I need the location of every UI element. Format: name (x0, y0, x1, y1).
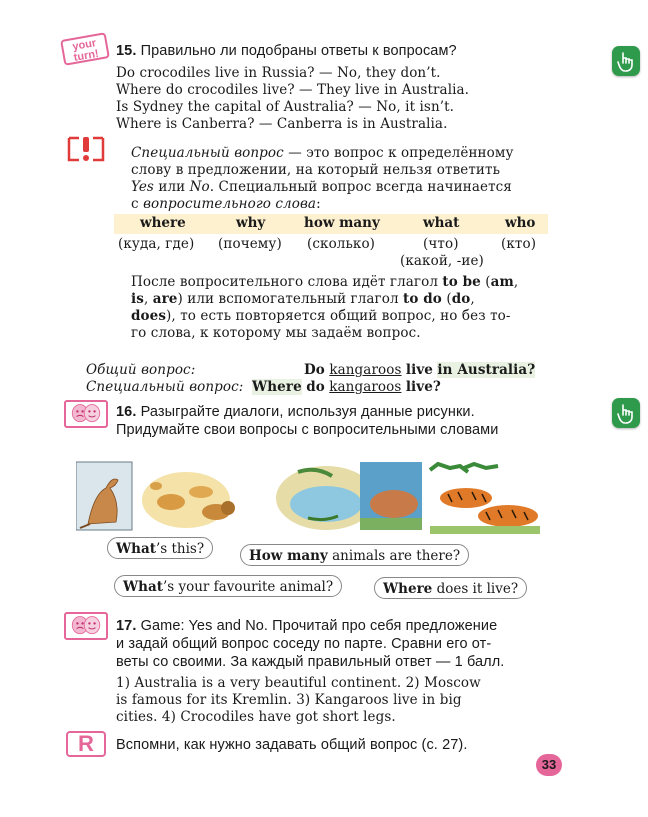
cmp-kangaroos: kangaroos (329, 362, 402, 378)
translation-who: (кто) (501, 236, 537, 252)
your-turn-badge: your turn! (60, 32, 110, 66)
ex17-line-2: и задай общий вопрос соседу по парте. Сравни его от- (116, 636, 492, 652)
term-question-word: вопросительного слова (143, 196, 317, 212)
no-word: No (189, 179, 210, 195)
qword-how-many: how many (304, 215, 380, 231)
bubble-bold: What (123, 579, 163, 595)
hand-pointer-icon (612, 46, 640, 76)
are: are (152, 291, 178, 307)
qword-where: where (140, 215, 186, 231)
ex15-line-4: Where is Canberra? — Canberra is in Australia. (116, 116, 448, 132)
yes-word: Yes (131, 179, 154, 195)
rule-text: ), то есть повторяется общий вопрос, но без то- (166, 308, 511, 324)
rule-text: — это вопрос к определённому (283, 145, 514, 161)
interactive-button-16[interactable] (612, 398, 640, 428)
qword-who: who (505, 215, 536, 231)
ex17-instruction: Game: Yes and No. Прочитай про себя предложение (140, 618, 498, 634)
to-do: to do (403, 291, 442, 307)
rule-text: или (153, 179, 190, 195)
to-be: to be (442, 274, 481, 290)
rule-p2-line-4: го слова, к которому мы задаём вопрос. (131, 325, 421, 341)
qword-why: why (236, 215, 266, 231)
exclamation-icon (66, 135, 106, 163)
interactive-button-15[interactable] (612, 46, 640, 76)
bubble-bold: Where (383, 581, 433, 597)
general-question-label: Общий вопрос: (86, 362, 196, 378)
ex15-number: 15. (116, 43, 137, 59)
translation-how-many: (сколько) (307, 236, 376, 252)
ex15-heading (116, 42, 457, 60)
do: do (451, 291, 471, 307)
special-question-example (252, 378, 441, 396)
ex16-instruction: Разыграйте диалоги, используя данные рисунки. (140, 404, 475, 420)
speech-bubble-favourite-animal (114, 575, 342, 597)
rule-text: с (131, 196, 144, 212)
hand-pointer-icon (612, 398, 640, 428)
remember-text: Вспомни, как нужно задавать общий вопрос (с. 27). (116, 737, 468, 753)
bubble-text: ’s your favourite animal? (162, 579, 334, 595)
cmp-do: Do (304, 362, 325, 378)
ex15-line-2: Where do crocodiles live? — They live in Australia. (116, 82, 470, 98)
animals-illustration (76, 458, 546, 538)
cmp-in-australia: in Australia? (437, 362, 536, 378)
translation-where: (куда, где) (118, 236, 195, 252)
is: is (131, 291, 144, 307)
am: am (490, 274, 514, 290)
rule-text: , (143, 291, 153, 307)
remember-badge: R (66, 731, 106, 757)
ex17-line-1 (116, 617, 497, 635)
translation-what: (что) (423, 236, 459, 252)
ex17-sentence-line-1: 1) Australia is a very beautiful continent. 2) Moscow (116, 675, 481, 691)
bubble-bold: What (116, 541, 156, 557)
special-question-label: Специальный вопрос: (86, 379, 244, 395)
speech-bubble-how-many (240, 544, 469, 566)
rule-text: ) или вспомогательный глагол (177, 291, 404, 307)
term-special-question: Специальный вопрос (131, 145, 284, 161)
bubble-bold: How many (249, 548, 328, 564)
rule-p1-line-1 (131, 144, 514, 162)
theatre-masks-icon (64, 612, 108, 640)
cmp-do: do (306, 379, 325, 395)
rule-p2-line-2 (131, 290, 475, 308)
rule-text: , (470, 291, 475, 307)
ex15-line-1: Do crocodiles live in Russia? — No, they don’t. (116, 65, 441, 81)
ex16-line-1 (116, 403, 475, 421)
bubble-text: animals are there? (327, 548, 461, 564)
cmp-kangaroos: kangaroos (329, 379, 402, 395)
ex15-instruction: Правильно ли подобраны ответы к вопросам? (140, 43, 457, 59)
does: does (131, 308, 167, 324)
ex16-line-2: Придумайте свои вопросы с вопросительными словами (116, 422, 499, 438)
rule-p1-line-3 (131, 178, 512, 196)
rule-text: , (513, 274, 519, 290)
page-number: 33 (536, 754, 562, 776)
ex17-number: 17. (116, 618, 137, 634)
speech-bubble-where-live (374, 577, 527, 599)
rule-text: ( (441, 291, 452, 307)
ex17-sentence-line-2: is famous for its Kremlin. 3) Kangaroos live in big (116, 692, 462, 708)
ex16-number: 16. (116, 404, 137, 420)
rule-text: ( (480, 274, 491, 290)
translation-what-extra: (какой, -ие) (400, 253, 484, 269)
cmp-live: live (405, 362, 433, 378)
translation-why: (почему) (218, 236, 282, 252)
rule-p2-line-1 (131, 273, 518, 291)
bubble-text: ’s this? (155, 541, 205, 557)
general-question-example (304, 361, 535, 379)
rule-text: : (316, 196, 321, 212)
cmp-where: Where (252, 379, 302, 395)
cmp-live: live? (405, 379, 441, 395)
rule-text: После вопросительного слова идёт глагол (131, 274, 443, 290)
rule-p1-line-2: слову в предложении, на который нельзя ответить (131, 162, 501, 178)
rule-p2-line-3 (131, 307, 511, 325)
qword-what: what (423, 215, 460, 231)
rule-text: . Специальный вопрос всегда начинается (209, 179, 512, 195)
rule-p1-line-4 (131, 195, 321, 213)
ex15-line-3: Is Sydney the capital of Australia? — No, it isn’t. (116, 99, 455, 115)
ex17-line-3: веты со своими. За каждый правильный ответ — 1 балл. (116, 654, 505, 670)
speech-bubble-whats-this (107, 537, 213, 559)
ex17-sentence-line-3: cities. 4) Crocodiles have got short legs. (116, 709, 396, 725)
bubble-text: does it live? (432, 581, 519, 597)
theatre-masks-icon (64, 400, 108, 428)
